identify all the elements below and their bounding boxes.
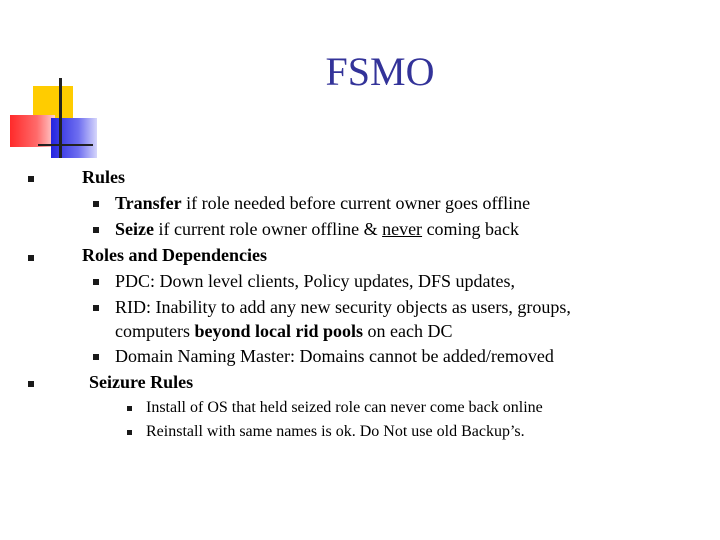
seize-text-after: coming back — [422, 219, 520, 239]
sub-bullet-rid: RID: Inability to add any new security objects as users, groups, — [115, 297, 571, 317]
bullet-icon — [93, 354, 99, 360]
sub-sub-bullet-install: Install of OS that held seized role can never come back online — [146, 399, 543, 416]
sub-bullet-seize — [115, 220, 519, 238]
bullet-icon — [93, 227, 99, 233]
roles-dependencies-label: Roles and Dependencies — [82, 245, 268, 265]
seizure-rules-label: Seizure Rules — [89, 372, 194, 392]
bullet-icon — [28, 176, 34, 182]
decor-red-square — [10, 115, 55, 147]
bullet-seizure-rules — [89, 373, 193, 391]
rid-bold: beyond local rid pools — [194, 321, 364, 341]
sub-bullet-transfer — [115, 194, 530, 212]
seize-label: Seize — [115, 219, 154, 239]
bullet-rules — [82, 168, 125, 186]
bullet-icon — [93, 305, 99, 311]
bullet-icon — [127, 406, 132, 411]
bullet-roles-dependencies — [82, 246, 267, 264]
bullet-icon — [93, 201, 99, 207]
bullet-icon — [28, 255, 34, 261]
slide-title: FSMO — [325, 49, 435, 94]
transfer-text: if role needed before current owner goes offline — [181, 193, 531, 213]
decor-vertical-line — [59, 78, 62, 158]
seize-text-before: if current role owner offline & — [153, 219, 383, 239]
sub-bullet-pdc: PDC: Down level clients, Policy updates, DFS updates, — [115, 271, 515, 291]
decor-horizontal-line — [38, 144, 93, 146]
rid-text-after: on each DC — [363, 321, 453, 341]
sub-bullet-rid-continuation — [115, 322, 453, 340]
bullet-icon — [127, 430, 132, 435]
rid-text-before: computers — [115, 321, 195, 341]
sub-bullet-domain-naming: Domain Naming Master: Domains cannot be added/removed — [115, 346, 554, 366]
bullet-rules-label: Rules — [82, 167, 126, 187]
seize-underline-never: never — [382, 219, 423, 239]
bullet-icon — [28, 381, 34, 387]
bullet-icon — [93, 279, 99, 285]
transfer-label: Transfer — [115, 193, 182, 213]
decor-blue-square — [51, 118, 97, 158]
sub-sub-bullet-reinstall: Reinstall with same names is ok. Do Not use old Backup’s. — [146, 423, 525, 440]
